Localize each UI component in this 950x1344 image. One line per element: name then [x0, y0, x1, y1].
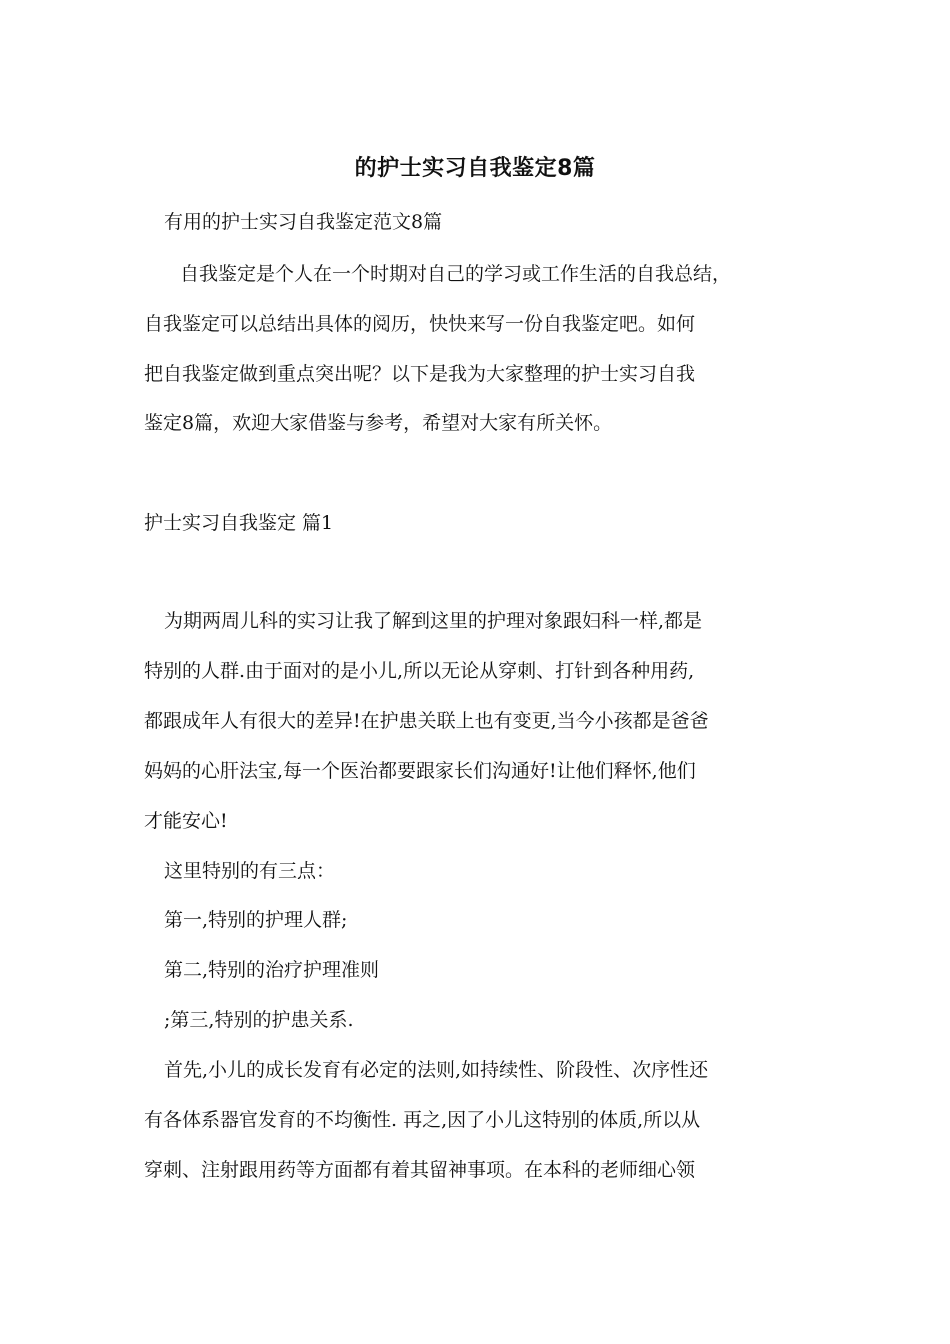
- intro-line: 自我鉴定可以总结出具体的阅历，快快来写一份自我鉴定吧。如何: [144, 313, 696, 335]
- paragraph-line: 才能安心!: [144, 810, 228, 832]
- document-title: 的护士实习自我鉴定8篇: [354, 156, 596, 181]
- intro-line: 把自我鉴定做到重点突出呢？以下是我为大家整理的护士实习自我: [144, 363, 696, 385]
- point-item: 第二,特别的治疗护理准则: [164, 959, 380, 981]
- point-item: ;第三,特别的护患关系.: [164, 1009, 354, 1031]
- intro-line: 鉴定8篇，欢迎大家借鉴与参考，希望对大家有所关怀。: [144, 412, 613, 434]
- paragraph-line: 穿刺、注射跟用药等方面都有着其留神事项。在本科的老师细心领: [144, 1159, 696, 1181]
- paragraph-line: 都跟成年人有很大的差异!在护患关联上也有变更,当今小孩都是爸爸: [144, 710, 709, 732]
- point-item: 第一,特别的护理人群;: [164, 909, 348, 931]
- intro-line: 自我鉴定是个人在一个时期对自己的学习或工作生活的自我总结，: [180, 263, 732, 285]
- paragraph-line: 妈妈的心肝法宝,每一个医治都要跟家长们沟通好!让他们释怀,他们: [144, 760, 696, 782]
- paragraph-line: 特别的人群.由于面对的是小儿,所以无论从穿刺、打针到各种用药,: [144, 660, 695, 682]
- paragraph-line: 首先,小儿的成长发育有必定的法则,如持续性、阶段性、次序性还: [164, 1059, 709, 1081]
- section-heading: 护士实习自我鉴定 篇1: [144, 512, 334, 534]
- document-subtitle: 有用的护士实习自我鉴定范文8篇: [164, 211, 443, 233]
- points-intro: 这里特别的有三点：: [164, 860, 336, 882]
- paragraph-line: 为期两周儿科的实习让我了解到这里的护理对象跟妇科一样,都是: [164, 610, 703, 632]
- paragraph-line: 有各体系器官发育的不均衡性. 再之,因了小儿这特别的体质,所以从: [144, 1109, 701, 1131]
